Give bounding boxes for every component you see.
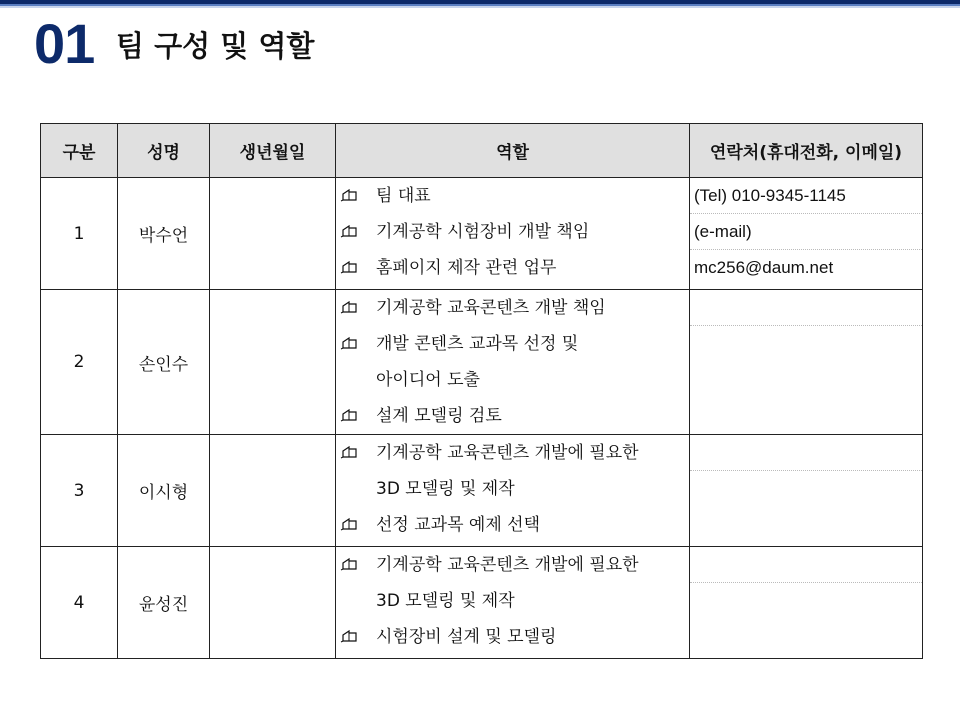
birthdate-cell	[210, 435, 336, 547]
contact-line: (e-mail)	[690, 214, 922, 250]
role-text: 선정 교과목 예제 선택	[376, 515, 541, 535]
bullet-icon	[340, 179, 360, 193]
table-row	[41, 435, 923, 547]
role-text: 기계공학 교육콘텐츠 개발에 필요한	[376, 443, 639, 463]
contact-line	[690, 547, 922, 583]
page-title: 팀 구성 및 역할	[116, 29, 315, 63]
role-item	[340, 435, 689, 471]
contact-cell	[690, 435, 923, 547]
role-text: 기계공학 교육콘텐츠 개발 책임	[376, 298, 606, 318]
role-text: 아이디어 도출	[376, 370, 480, 390]
role-text: 설계 모델링 검토	[376, 406, 502, 426]
column-header-birthdate: 생년월일	[210, 124, 336, 178]
role-item	[340, 250, 689, 286]
role-item	[340, 214, 689, 250]
birthdate-cell	[210, 547, 336, 659]
contact-cell	[690, 178, 923, 290]
column-header-name: 성명	[118, 124, 210, 178]
table-header-row	[41, 124, 923, 178]
role-item	[340, 583, 689, 619]
section-number: 01	[34, 12, 95, 75]
name-cell: 윤성진	[118, 547, 210, 659]
division-cell: 4	[41, 547, 118, 659]
contact-line	[690, 290, 922, 326]
name-cell: 박수언	[118, 178, 210, 290]
name-cell: 이시형	[118, 435, 210, 547]
team-table	[40, 123, 923, 659]
table-row	[41, 178, 923, 290]
bullet-icon	[340, 508, 360, 522]
bullet-icon	[340, 291, 360, 305]
birthdate-cell	[210, 178, 336, 290]
table-row	[41, 290, 923, 435]
bullet-icon	[340, 215, 360, 229]
column-header-contact: 연락처(휴대전화, 이메일)	[690, 124, 923, 178]
role-cell	[336, 290, 690, 435]
role-item	[340, 507, 689, 543]
role-text: 기계공학 교육콘텐츠 개발에 필요한	[376, 555, 639, 575]
role-cell	[336, 435, 690, 547]
bullet-icon	[340, 620, 360, 634]
bullet-icon	[340, 251, 360, 265]
role-item	[340, 619, 689, 655]
division-cell: 2	[41, 290, 118, 435]
contact-line	[690, 583, 922, 618]
division-cell: 1	[41, 178, 118, 290]
role-text: 3D 모델링 및 제작	[376, 479, 515, 499]
role-cell	[336, 547, 690, 659]
bullet-icon	[340, 399, 360, 413]
contact-line: mc256@daum.net	[694, 258, 834, 277]
role-text: 시험장비 설계 및 모델링	[376, 627, 557, 647]
contact-line	[690, 471, 922, 506]
role-text: 기계공학 시험장비 개발 책임	[376, 222, 590, 242]
role-text: 팀 대표	[376, 186, 431, 206]
contact-cell	[690, 290, 923, 435]
role-item	[340, 178, 689, 214]
role-cell	[336, 178, 690, 290]
contact-line	[690, 326, 922, 361]
column-header-role: 역할	[336, 124, 690, 178]
role-item	[340, 290, 689, 326]
birthdate-cell	[210, 290, 336, 435]
contact-line	[690, 435, 922, 471]
bullet-icon	[340, 327, 360, 341]
contact-line: (Tel) 010-9345-1145	[690, 178, 922, 214]
role-item	[340, 362, 689, 398]
role-text: 3D 모델링 및 제작	[376, 591, 515, 611]
name-cell: 손인수	[118, 290, 210, 435]
bullet-icon	[340, 548, 360, 562]
role-item	[340, 398, 689, 434]
top-accent-bar	[0, 0, 960, 8]
table-row	[41, 547, 923, 659]
role-text: 개발 콘텐츠 교과목 선정 및	[376, 334, 579, 354]
role-text: 홈페이지 제작 관련 업무	[376, 258, 557, 278]
bullet-icon	[340, 436, 360, 450]
column-header-division: 구분	[41, 124, 118, 178]
role-item	[340, 326, 689, 362]
role-item	[340, 471, 689, 507]
role-item	[340, 547, 689, 583]
division-cell: 3	[41, 435, 118, 547]
contact-cell	[690, 547, 923, 659]
